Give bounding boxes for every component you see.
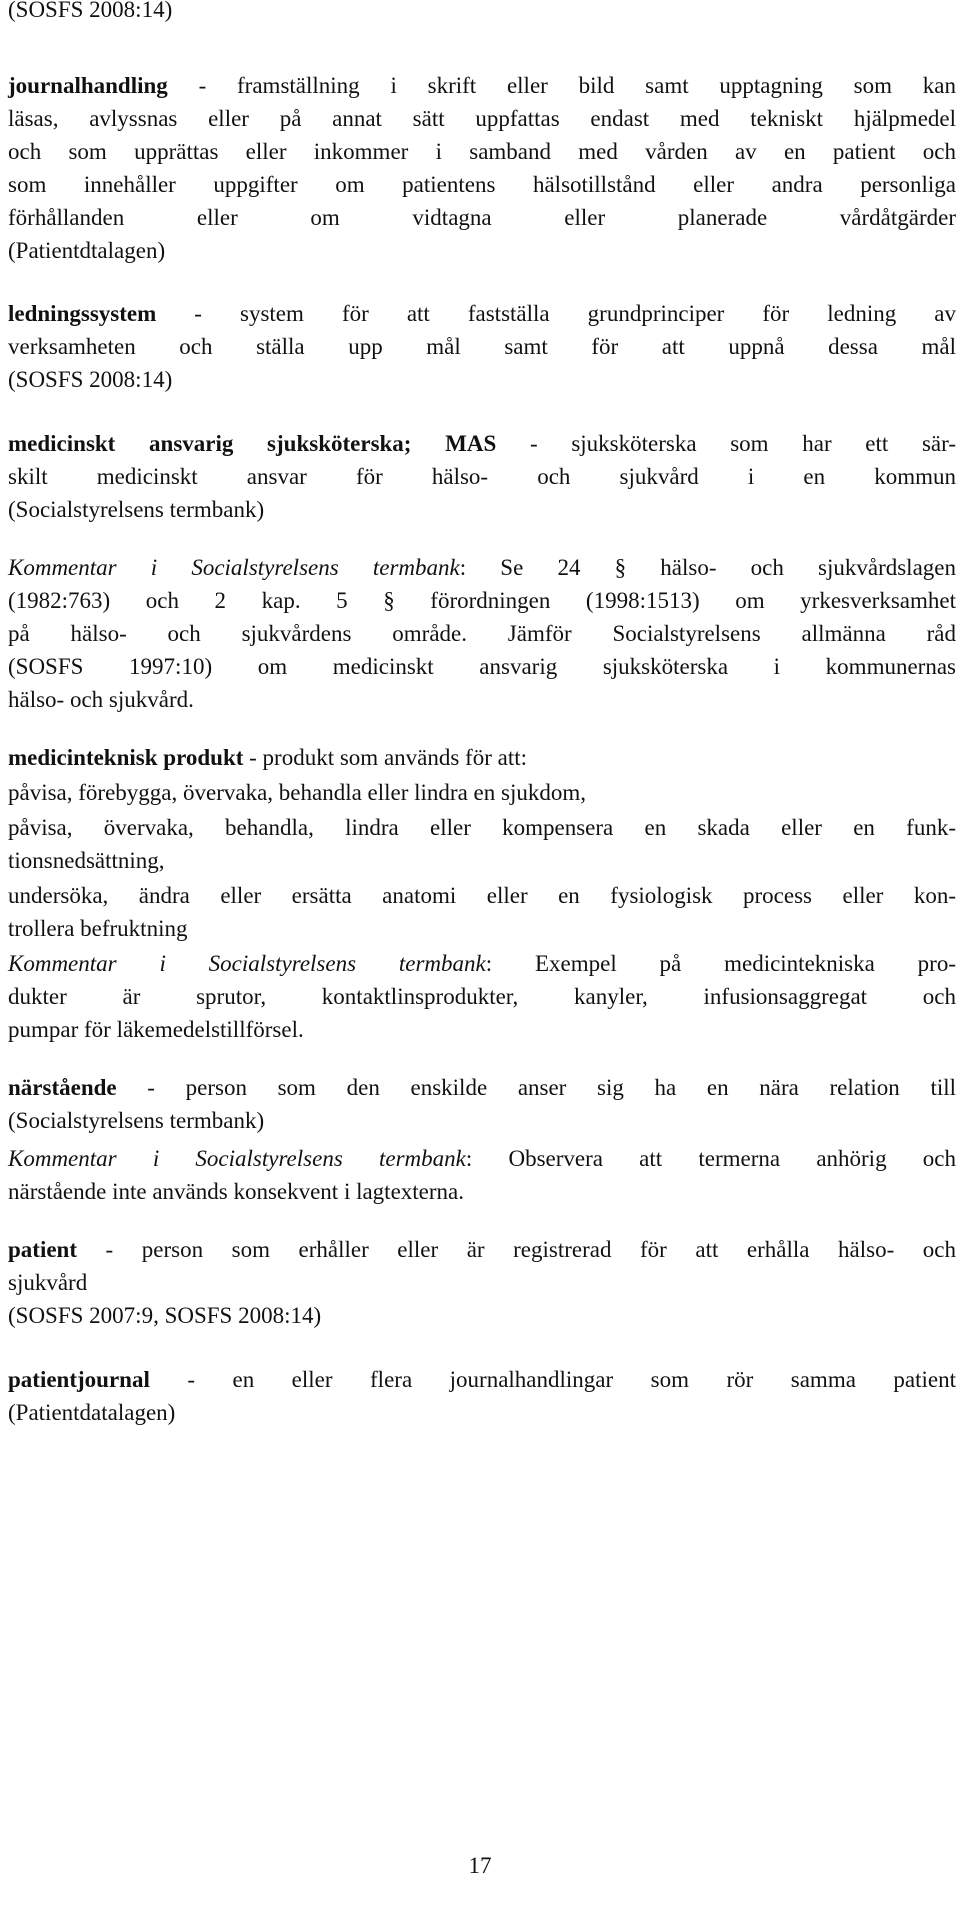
comment-label: Kommentar i Socialstyrelsens termbank bbox=[8, 1146, 466, 1171]
header-reference: (SOSFS 2008:14) bbox=[8, 0, 173, 22]
entry-medicinteknisk-item-3-cont: trollera befruktning bbox=[8, 916, 188, 941]
entry-medicinteknisk-item-2-cont: tionsnedsättning, bbox=[8, 848, 165, 873]
entry-medicinteknisk-item-1: påvisa, förebygga, övervaka, behandla eller lindra en sjukdom, bbox=[8, 780, 586, 805]
entry-patient-line-2: sjukvård bbox=[8, 1270, 88, 1295]
term-ledningssystem: ledningssystem bbox=[8, 301, 157, 326]
entry-medicinteknisk-item-3: undersöka, ändra eller ersätta anatomi eller en fysiologisk process eller kon- bbox=[8, 883, 956, 908]
entry-patientjournal-source: (Patientdatalagen) bbox=[8, 1400, 176, 1425]
entry-ledningssystem-line-2: verksamheten och ställa upp mål samt för att uppnå dessa mål bbox=[8, 334, 956, 359]
entry-mas-source: (Socialstyrelsens termbank) bbox=[8, 497, 265, 522]
entry-mas-comment-line-4: (SOSFS 1997:10) om medicinskt ansvarig sjuksköterska i kommunernas bbox=[8, 654, 956, 679]
entry-journalhandling-source: (Patientdtalagen) bbox=[8, 238, 166, 263]
entry-medicinteknisk-comment-line-2: dukter är sprutor, kontaktlinsprodukter, kanyler, infusionsaggregat och bbox=[8, 984, 956, 1009]
entry-mas-comment-line-5: hälso- och sjukvård. bbox=[8, 687, 194, 712]
entry-journalhandling-line-4: som innehåller uppgifter om patientens hälsotillstånd eller andra personliga bbox=[8, 172, 956, 197]
term-patientjournal: patientjournal bbox=[8, 1367, 150, 1392]
entry-mas-line-2: skilt medicinskt ansvar för hälso- och sjukvård i en kommun bbox=[8, 464, 956, 489]
entry-medicinteknisk-line-1: medicinteknisk produkt - produkt som används för att: bbox=[8, 745, 528, 770]
entry-narstaende-line-1: närstående - person som den enskilde anser sig ha en nära relation till bbox=[8, 1075, 956, 1100]
entry-mas-comment-line-1: Kommentar i Socialstyrelsens termbank: Se 24 § hälso- och sjukvårdslagen bbox=[8, 555, 956, 580]
term-medicinteknisk-produkt: medicinteknisk produkt bbox=[8, 745, 244, 770]
entry-medicinteknisk-item-2: påvisa, övervaka, behandla, lindra eller kompensera en skada eller en funk- bbox=[8, 815, 956, 840]
page-number: 17 bbox=[468, 1853, 492, 1878]
comment-label: Kommentar i Socialstyrelsens termbank bbox=[8, 555, 460, 580]
entry-ledningssystem-source: (SOSFS 2008:14) bbox=[8, 367, 173, 392]
entry-mas-comment-line-2: (1982:763) och 2 kap. 5 § förordningen (1998:1513) om yrkesverksamhet bbox=[8, 588, 956, 613]
entry-patient-source: (SOSFS 2007:9, SOSFS 2008:14) bbox=[8, 1303, 322, 1328]
entry-journalhandling-line-5: förhållanden eller om vidtagna eller planerade vårdåtgärder bbox=[8, 205, 956, 230]
entry-narstaende-comment-line-2: närstående inte används konsekvent i lagtexterna. bbox=[8, 1179, 465, 1204]
entry-medicinteknisk-comment-line-1: Kommentar i Socialstyrelsens termbank: Exempel på medicintekniska pro- bbox=[8, 951, 956, 976]
term-narstaende: närstående bbox=[8, 1075, 117, 1100]
entry-mas-comment-line-3: på hälso- och sjukvårdens område. Jämför Socialstyrelsens allmänna råd bbox=[8, 621, 956, 646]
entry-mas-line-1: medicinskt ansvarig sjuksköterska; MAS - sjuksköterska som har ett sär- bbox=[8, 431, 956, 456]
entry-medicinteknisk-comment-line-3: pumpar för läkemedelstillförsel. bbox=[8, 1017, 304, 1042]
entry-narstaende-comment-line-1: Kommentar i Socialstyrelsens termbank: Observera att termerna anhörig och bbox=[8, 1146, 956, 1171]
term-mas: medicinskt ansvarig sjuksköterska; MAS bbox=[8, 431, 497, 456]
entry-narstaende-source: (Socialstyrelsens termbank) bbox=[8, 1108, 265, 1133]
entry-patientjournal-line-1: patientjournal - en eller flera journalhandlingar som rör samma patient bbox=[8, 1367, 956, 1392]
term-journalhandling: journalhandling bbox=[8, 73, 168, 98]
entry-journalhandling-line-2: läsas, avlyssnas eller på annat sätt uppfattas endast med tekniskt hjälpmedel bbox=[8, 106, 956, 131]
entry-patient-line-1: patient - person som erhåller eller är registrerad för att erhålla hälso- och bbox=[8, 1237, 956, 1262]
entry-journalhandling-line-3: och som upprättas eller inkommer i samband med vården av en patient och bbox=[8, 139, 956, 164]
entry-ledningssystem-line-1: ledningssystem - system för att fastställa grundprinciper för ledning av bbox=[8, 301, 956, 326]
term-patient: patient bbox=[8, 1237, 77, 1262]
comment-label: Kommentar i Socialstyrelsens termbank bbox=[8, 951, 486, 976]
entry-journalhandling-line-1: journalhandling - framställning i skrift eller bild samt upptagning som kan bbox=[8, 73, 956, 98]
